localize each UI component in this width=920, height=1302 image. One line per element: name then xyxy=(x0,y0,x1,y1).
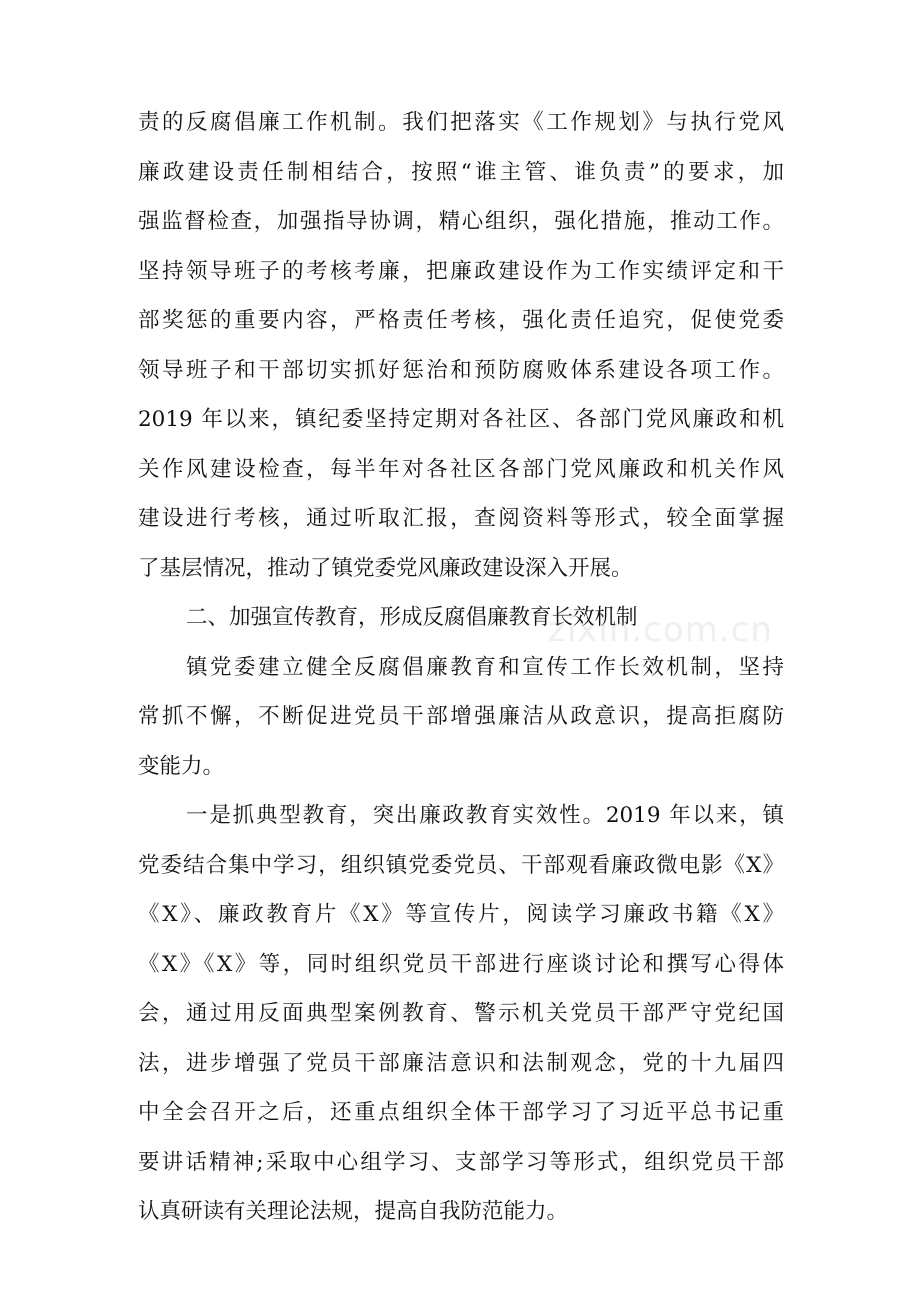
paragraph-line: 一是抓典型教育，突出廉政教育实效性。2019 年以来，镇 xyxy=(186,803,784,828)
paragraph-line: 了基层情况，推动了镇党委党风廉政建设深入开展。 xyxy=(138,555,633,581)
paragraph-line: 2019 年以来，镇纪委坚持定期对各社区、各部门党风廉政和机 xyxy=(138,407,784,432)
paragraph-line: 关作风建设检查，每半年对各社区各部门党风廉政和机关作风 xyxy=(138,456,784,482)
paragraph-line: 常抓不懈，不断促进党员干部增强廉洁从政意识，提高拒腐防 xyxy=(138,704,784,729)
paragraph-line: 中全会召开之后，还重点组织全体干部学习了习近平总书记重 xyxy=(138,1100,784,1125)
paragraph-line: 要讲话精神;采取中心组学习、支部学习等形式，组织党员干部 xyxy=(138,1149,784,1175)
paragraph-line: 责的反腐倡廉工作机制。我们把落实《工作规划》与执行党风 xyxy=(138,110,784,135)
paragraph-line: 变能力。 xyxy=(138,753,225,779)
paragraph-line: 镇党委建立健全反腐倡廉教育和宣传工作长效机制，坚持 xyxy=(186,654,784,680)
section-heading: 二、加强宣传教育，形成反腐倡廉教育长效机制 xyxy=(186,605,638,630)
paragraph-line: 领导班子和干部切实抓好惩治和预防腐败体系建设各项工作。 xyxy=(138,357,784,383)
paragraph-line: 强监督检查，加强指导协调，精心组织，强化措施，推动工作。 xyxy=(138,209,784,234)
paragraph-line: 廉政建设责任制相结合，按照“谁主管、谁负责”的要求，加 xyxy=(138,159,784,185)
paragraph-line: 党委结合集中学习，组织镇党委党员、干部观看廉政微电影《X》 xyxy=(138,852,784,878)
paragraph-line: 《X》《X》等，同时组织党员干部进行座谈讨论和撰写心得体 xyxy=(138,951,784,977)
paragraph-line: 法，进步增强了党员干部廉洁意识和法制观念，党的十九届四 xyxy=(138,1050,784,1076)
paragraph-line: 认真研读有关理论法规，提高自我防范能力。 xyxy=(138,1199,569,1224)
paragraph-line: 《X》、廉政教育片《X》等宣传片，阅读学习廉政书籍《X》 xyxy=(138,902,784,927)
document-body xyxy=(138,98,784,1237)
paragraph-line: 坚持领导班子的考核考廉，把廉政建设作为工作实绩评定和干 xyxy=(138,258,784,284)
paragraph-line: 会，通过用反面典型案例教育、警示机关党员干部严守党纪国 xyxy=(138,1001,784,1026)
site-watermark: zixin.com.cn xyxy=(548,610,773,650)
paragraph-line: 建设进行考核，通过听取汇报，查阅资料等形式，较全面掌握 xyxy=(138,506,784,531)
paragraph-line: 部奖惩的重要内容，严格责任考核，强化责任追究，促使党委 xyxy=(138,308,784,333)
